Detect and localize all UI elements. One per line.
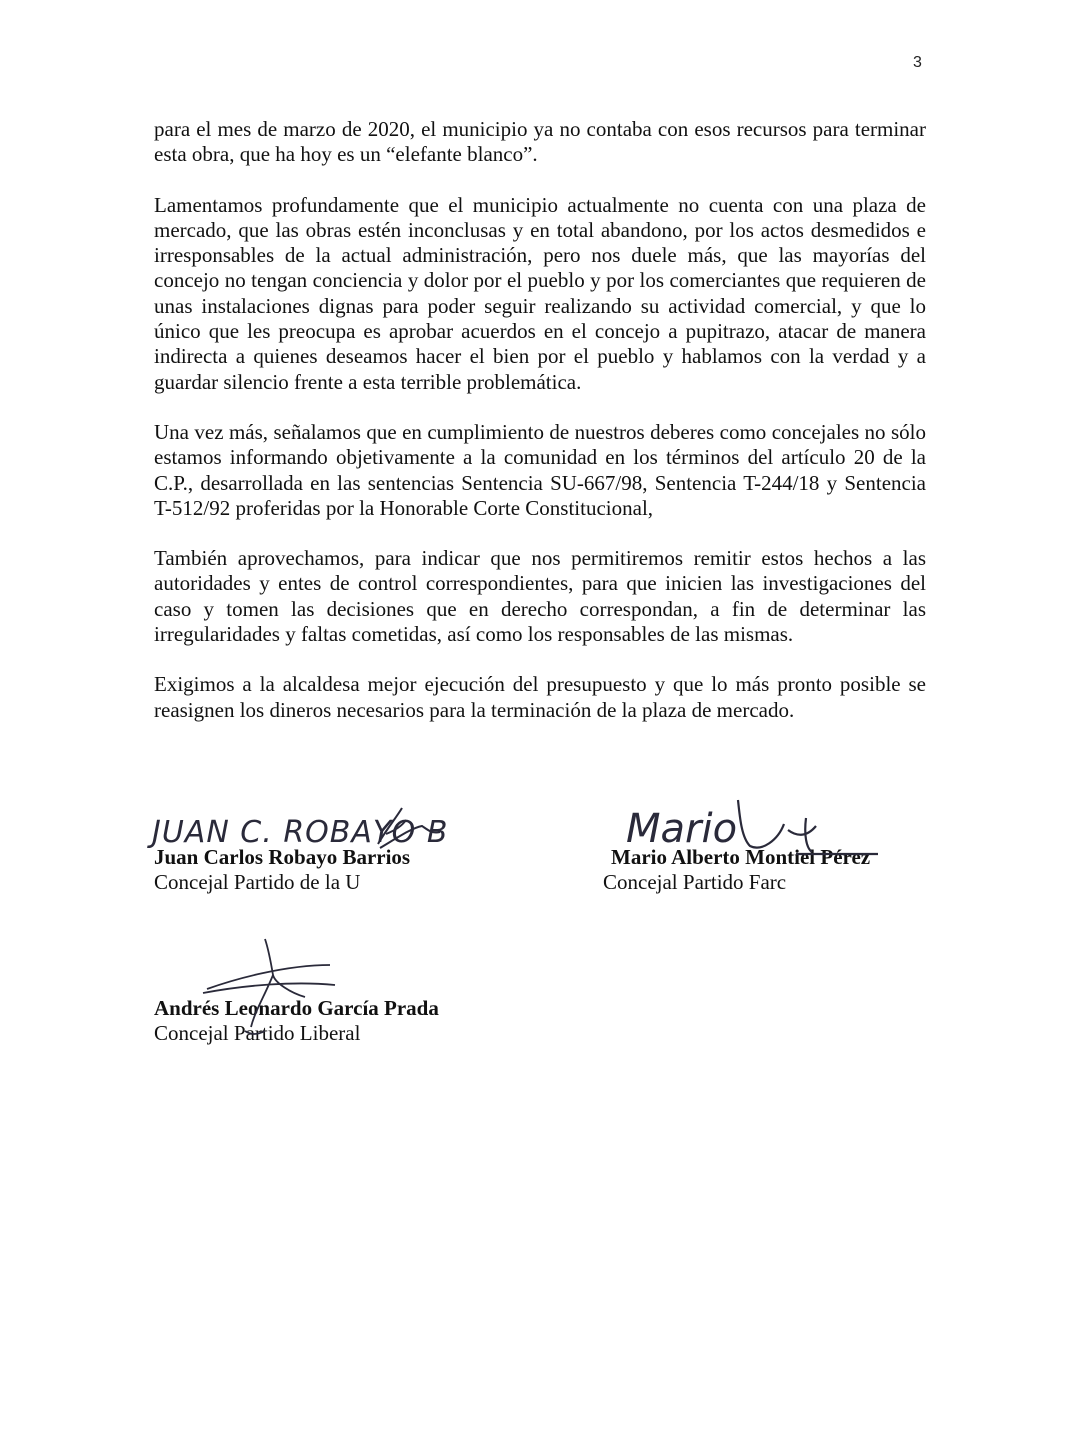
paragraph-3: Una vez más, señalamos que en cumplimiento de nuestros deberes como concejales no sólo estamos informando objetivamente a la comunidad en los términos del artículo 20 de la C.P., desarrollada en las sentencias Sentencia SU-667/98, Sentencia T-244/18 y Sentencia T-512/92 proferidas por la Honorable Corte Constitucional, — [154, 419, 926, 520]
paragraph-2: Lamentamos profundamente que el municipio actualmente no cuenta con una plaza de mercado, que las obras estén inconclusas y en total abandono, por los actos desmedidos e irresponsables de la actual administración, pero nos duele más, que las mayorías del concejo no tengan conciencia y dolor por el pueblo y por los comerciantes que requieren de unas instalaciones dignas para poder seguir realizando su actividad comercial, y que lo único que les preocupa es aprobar acuerdos en el concejo a pupitrazo, atacar de manera indirecta a quienes deseamos hacer el bien por el pueblo y hablamos con la verdad y a guardar silencio frente a esta terrible problemática. — [154, 192, 926, 394]
handwritten-signature-garcia — [195, 935, 345, 1045]
paragraph-1: para el mes de marzo de 2020, el municipio ya no contaba con esos recursos para terminar esta obra, que ha hoy es un “elefante blanco”. — [154, 117, 926, 167]
signer-party: Concejal Partido de la U — [154, 870, 361, 895]
paragraph-5: Exigimos a la alcaldesa mejor ejecución del presupuesto y que lo más pronto posible se reasignen los dineros necesarios para la terminación de la plaza de mercado. — [154, 672, 926, 722]
handwritten-signature-montiel — [620, 790, 890, 865]
handwritten-signature-robayo — [150, 800, 450, 860]
svg-text:Mario: Mario — [626, 806, 738, 852]
signer-name: Mario Alberto Montiel Pérez — [611, 845, 871, 869]
svg-text:JUAN C. ROBAYO B: JUAN C. ROBAYO B — [152, 815, 449, 850]
signer-party: Concejal Partido Liberal — [154, 1021, 361, 1046]
signer-name: Andrés Leonardo García Prada — [154, 996, 439, 1020]
letter-body — [154, 117, 926, 748]
signer-party: Concejal Partido Farc — [603, 870, 787, 895]
paragraph-4: También aprovechamos, para indicar que nos permitiremos remitir estos hechos a las autoridades y entes de control correspondientes, para que inicien las investigaciones del caso y tomen las decisiones que en derecho correspondan, a fin de determinar las irregularidades y faltas cometidas, así como los responsables de las mismas. — [154, 546, 926, 647]
page-number: 3 — [913, 54, 922, 71]
signer-name: Juan Carlos Robayo Barrios — [154, 845, 411, 869]
